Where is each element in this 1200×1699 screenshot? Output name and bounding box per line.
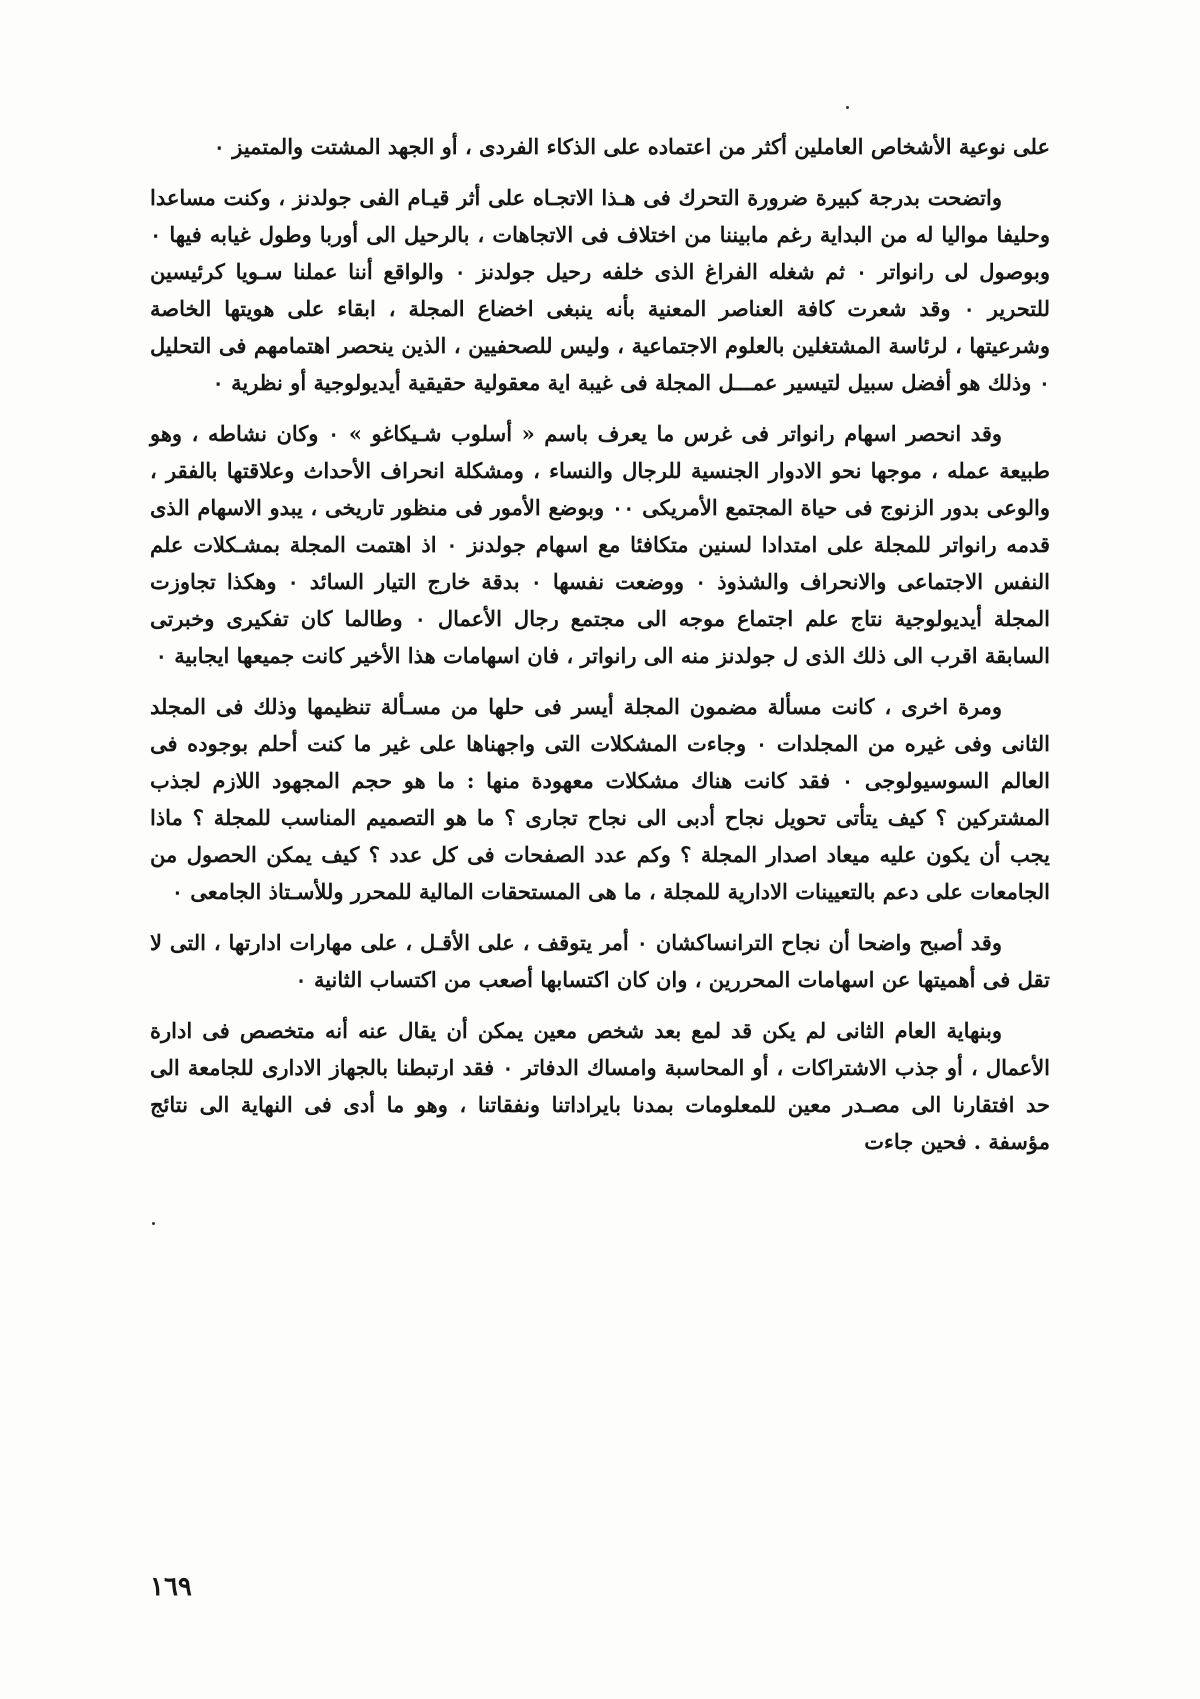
paragraph-6: وبنهاية العام الثانى لم يكن قد لمع بعد شخص معين يمكن أن يقال عنه أنه متخصص فى ادارة الأعمال ، أو جذب الاشتراكات ، أو المحاسبة وامساك الدفاتر ٠ فقد ارتبطنا بالجهاز الادارى للجامعة الى حد افتقارنا الى مصـدر معين للمعلومات بمدنا بايراداتنا ونفقاتنا ، وهو ما أدى فى النهاية الى نتائج مؤسفة . فحين جاءت — [150, 1018, 1050, 1154]
print-speck — [846, 106, 849, 109]
print-speck — [152, 1222, 155, 1225]
paragraph-1: على نوعية الأشخاص العاملين أكثر من اعتماده على الذكاء الفردى ، أو الجهد المشتت والمتميز ٠ — [213, 134, 1050, 159]
paragraph-2: واتضحت بدرجة كبيرة ضرورة التحرك فى هـذا الاتجـاه على أثر قيـام الفى جولدنز ، وكنت مساعدا وحليفا مواليا له من البداية رغم مابيننا من اختلاف فى الاتجاهات ، بالرحيل الى أوربا وطول غيابه فيها ٠ وبوصول لى رانواتر ٠ ثم شغله الفراغ الذى خلفه رحيل جولدنز ٠ والواقع أننا عملنا سـويا كرئيسين للتحرير ٠ وقد شعرت كافة العناصر المعنية بأنه ينبغى اخضاع المجلة ، ابقاء على هويتها الخاصة وشرعيتها ، لرئاسة المشتغلين بالعلوم الاجتماعية ، وليس للصحفيين ، الذين ينحصر اهتمامهم فى التحليل ٠ وذلك هو أفضل سبيل لتيسير عمـــل المجلة فى غيبة اية معقولية حقيقية أيديولوجية أو نظرية ٠ — [150, 185, 1051, 395]
page-number: ١٦٩ — [150, 1572, 192, 1602]
paragraph-5: وقد أصبح واضحا أن نجاح الترانساكشان ٠ أمر يتوقف ، على الأقـل ، على مهارات ادارتها ، التى لا تقل فى أهميتها عن اسهامات المحررين ، وان كان اكتسابها أصعب من اكتساب الثانية ٠ — [150, 930, 1050, 992]
paragraph-3: وقد انحصر اسهام رانواتر فى غرس ما يعرف باسم « أسلوب شـيكاغو » ٠ وكان نشاطه ، وهو طبيعة عمله ، موجها نحو الادوار الجنسية للرجال والنساء ، ومشكلة انحراف الأحداث وعلاقتها بالفقر ، والوعى بدور الزنوج فى حياة المجتمع الأمريكى ٠٠ وبوضع الأمور فى منظور تاريخى ، يبدو الاسهام الذى قدمه رانواتر للمجلة على امتدادا لسنين متكافئا مع اسهام جولدنز ٠ اذ اهتمت المجلة بمشـكلات علم النفس الاجتماعى والانحراف والشذوذ ٠ ووضعت نفسها ٠ بدقة خارج التيار السائد ٠ وهكذا تجاوزت المجلة أيديولوجية نتاج علم اجتماع موجه الى مجتمع رجال الأعمال ٠ وطالما كان تفكيرى وخبرتى السابقة اقرب الى ذلك الذى ل جولدنز منه الى رانواتر ، فان اسهامات هذا الأخير كانت جميعها ايجابية ٠ — [150, 421, 1050, 668]
body-text — [150, 128, 1050, 1174]
paragraph-4: ومرة اخرى ، كانت مسألة مضمون المجلة أيسر فى حلها من مسـألة تنظيمها وذلك فى المجلد الثانى وفى غيره من المجلدات ٠ وجاءت المشكلات التى واجهناها على غير ما كنت أحلم بوجوده فى العالم السوسيولوجى ٠ فقد كانت هناك مشكلات معهودة منها : ما هو حجم المجهود اللازم لجذب المشتركين ؟ كيف يتأتى تحويل نجاح أدبى الى نجاح تجارى ؟ ما هو التصميم المناسب للمجلة ؟ ماذا يجب أن يكون عليه ميعاد اصدار المجلة ؟ وكم عدد الصفحات فى كل عدد ؟ كيف يمكن الحصول من الجامعات على دعم بالتعيينات الادارية للمجلة ، ما هى المستحقات المالية للمحرر وللأسـتاذ الجامعى ٠ — [150, 694, 1051, 904]
